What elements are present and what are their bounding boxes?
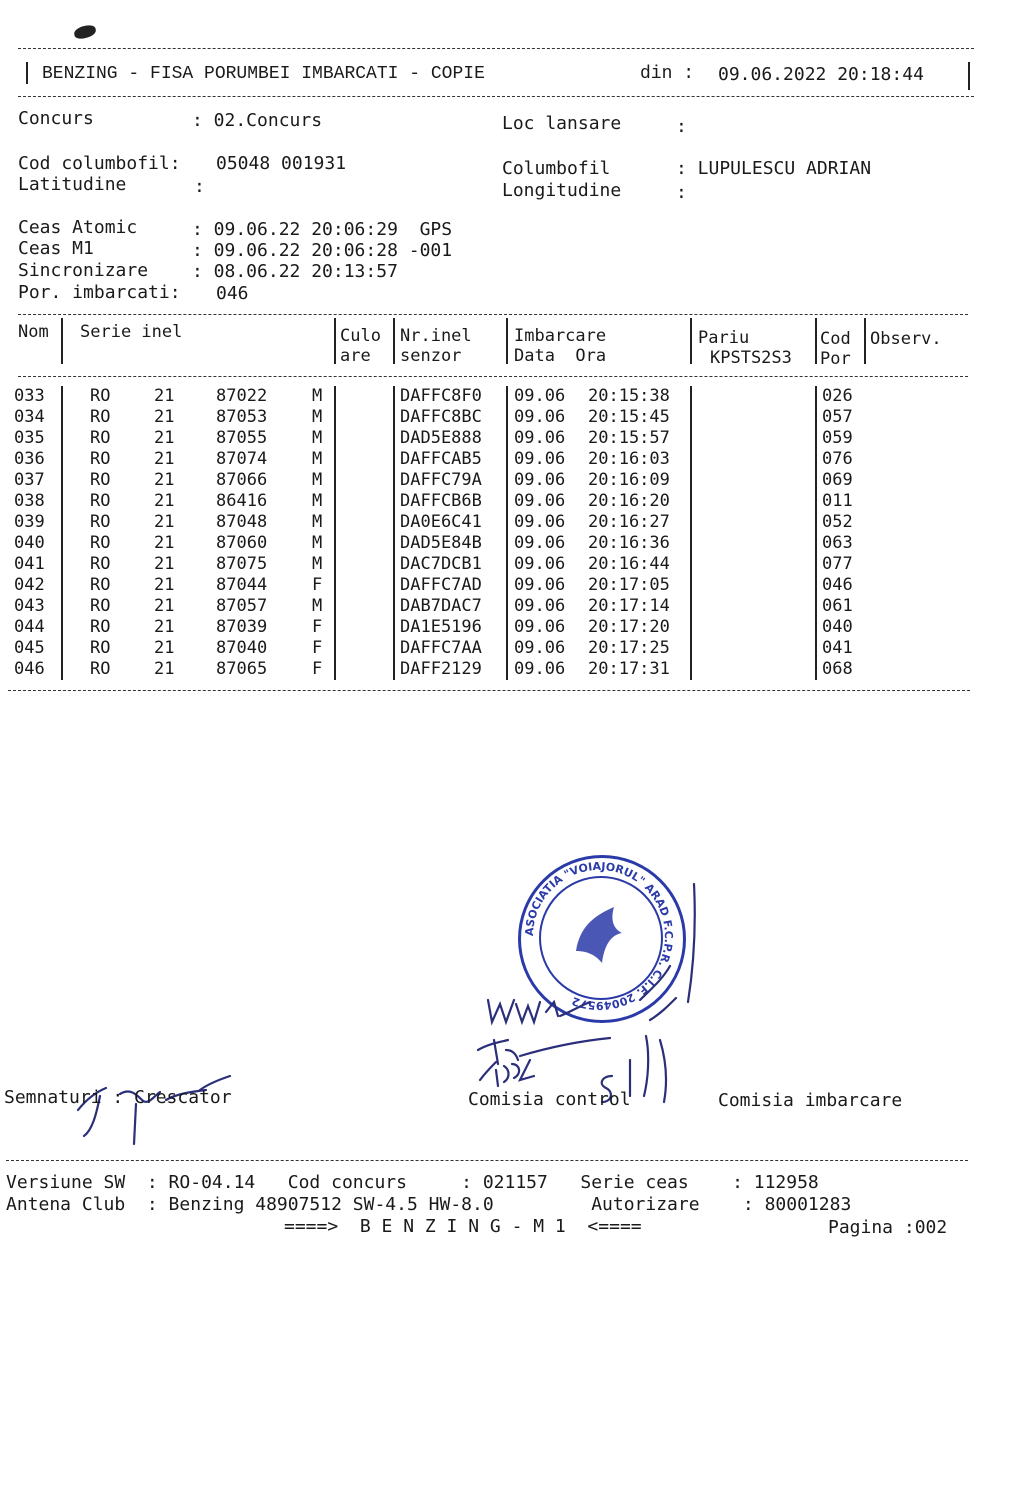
column-separator (815, 575, 817, 596)
column-separator (690, 638, 692, 659)
cell-year: 21 (154, 617, 175, 637)
cell-year: 21 (154, 407, 175, 427)
cell-date: 09.06 (514, 596, 566, 616)
cell-year: 21 (154, 533, 175, 553)
column-separator (506, 470, 508, 491)
cell-country: RO (90, 428, 111, 448)
col-header-imbarcare: Imbarcare (514, 326, 607, 346)
cell-date: 09.06 (514, 533, 566, 553)
col-header-por: Por (820, 349, 851, 369)
cell-sensor: DAFFCAB5 (400, 449, 482, 469)
table-row (0, 596, 1024, 617)
lat-label: Latitudine (18, 174, 127, 195)
column-separator (334, 407, 336, 428)
cell-cod: 063 (822, 533, 853, 553)
column-separator (815, 533, 817, 554)
column-separator (393, 449, 395, 470)
cell-date: 09.06 (514, 512, 566, 532)
cell-cod: 041 (822, 638, 853, 658)
columbofil-label: Columbofil (502, 158, 611, 179)
cell-sex: F (312, 617, 323, 637)
column-separator (506, 596, 508, 617)
column-separator (690, 386, 692, 407)
column-separator (506, 449, 508, 470)
cell-time: 20:15:38 (588, 386, 670, 406)
cell-sensor: DAFFC7AD (400, 575, 482, 595)
cell-cod: 069 (822, 470, 853, 490)
cell-sensor: DAC7DCB1 (400, 554, 482, 574)
column-separator (506, 386, 508, 407)
column-separator (334, 512, 336, 533)
cell-sex: F (312, 659, 323, 679)
cod-value: 05048 001931 (216, 153, 347, 174)
cell-ring: 87065 (216, 659, 268, 679)
por-value: 046 (216, 283, 249, 304)
cell-ring: 87075 (216, 554, 268, 574)
column-separator (506, 638, 508, 659)
column-separator (506, 575, 508, 596)
cell-country: RO (90, 533, 111, 553)
column-separator (61, 659, 63, 680)
col-header-pariu: Pariu (698, 328, 750, 348)
column-separator (61, 449, 63, 470)
cell-cod: 068 (822, 659, 853, 679)
column-separator (690, 533, 692, 554)
column-separator (334, 428, 336, 449)
ceas-atomic-value: : 09.06.22 20:06:29 GPS (192, 219, 453, 240)
table-row (0, 386, 1024, 407)
cell-time: 20:17:14 (588, 596, 670, 616)
column-separator (506, 659, 508, 680)
cell-sex: M (312, 512, 323, 532)
cell-sensor: DAD5E84B (400, 533, 482, 553)
cell-time: 20:15:45 (588, 407, 670, 427)
column-separator (61, 617, 63, 638)
table-row (0, 638, 1024, 659)
ceas-atomic-label: Ceas Atomic (18, 217, 138, 238)
cell-time: 20:16:27 (588, 512, 670, 532)
column-separator (506, 428, 508, 449)
column-separator (506, 533, 508, 554)
cell-cod: 052 (822, 512, 853, 532)
cell-ring: 87039 (216, 617, 268, 637)
column-separator (334, 638, 336, 659)
cell-year: 21 (154, 386, 175, 406)
cell-ring: 86416 (216, 491, 268, 511)
cell-sex: M (312, 596, 323, 616)
cell-sensor: DAFFC8F0 (400, 386, 482, 406)
cell-date: 09.06 (514, 638, 566, 658)
column-separator (690, 491, 692, 512)
cell-cod: 077 (822, 554, 853, 574)
cell-year: 21 (154, 470, 175, 490)
footer-line-2: Antena Club : Benzing 48907512 SW-4.5 HW-8.0 Autorizare : 80001283 (6, 1194, 852, 1215)
ceas-m1-value: : 09.06.22 20:06:28 -001 (192, 240, 453, 261)
col-header-nrinel: Nr.inel (400, 326, 472, 346)
column-separator (393, 407, 395, 428)
column-separator (393, 638, 395, 659)
column-separator (815, 386, 817, 407)
cell-sex: F (312, 638, 323, 658)
document-title: BENZING - FISA PORUMBEI IMBARCATI - COPIE (42, 64, 485, 84)
cell-year: 21 (154, 659, 175, 679)
table-row (0, 617, 1024, 638)
column-separator (334, 596, 336, 617)
cell-cod: 011 (822, 491, 853, 511)
cell-date: 09.06 (514, 470, 566, 490)
column-separator (815, 470, 817, 491)
column-separator (690, 512, 692, 533)
cell-year: 21 (154, 575, 175, 595)
cell-date: 09.06 (514, 617, 566, 637)
cell-sex: M (312, 386, 323, 406)
cell-cod: 057 (822, 407, 853, 427)
column-separator (61, 407, 63, 428)
column-separator (815, 596, 817, 617)
ink-mark (73, 24, 97, 40)
cell-sex: M (312, 470, 323, 490)
date-label: din : (640, 64, 695, 84)
column-separator (334, 386, 336, 407)
cell-country: RO (90, 575, 111, 595)
column-separator (690, 449, 692, 470)
column-separator (393, 533, 395, 554)
column-separator (815, 617, 817, 638)
table-row (0, 554, 1024, 575)
cell-country: RO (90, 596, 111, 616)
column-separator (393, 659, 395, 680)
cell-country: RO (90, 470, 111, 490)
column-separator (690, 659, 692, 680)
column-separator (61, 575, 63, 596)
table-row (0, 449, 1024, 470)
column-separator (815, 638, 817, 659)
cell-sensor: DAFF2129 (400, 659, 482, 679)
cell-cod: 046 (822, 575, 853, 595)
column-separator (393, 512, 395, 533)
cell-time: 20:16:03 (588, 449, 670, 469)
table-row (0, 659, 1024, 680)
cell-sensor: DAFFCB6B (400, 491, 482, 511)
cell-sex: M (312, 407, 323, 427)
cell-date: 09.06 (514, 554, 566, 574)
cell-sex: M (312, 449, 323, 469)
column-separator (334, 575, 336, 596)
column-separator (61, 386, 63, 407)
cell-cod: 059 (822, 428, 853, 448)
cell-cod: 040 (822, 617, 853, 637)
column-separator (815, 491, 817, 512)
column-separator (506, 491, 508, 512)
cell-ring: 87040 (216, 638, 268, 658)
col-header-nom: Nom (18, 322, 49, 342)
footer-line-1: Versiune SW : RO-04.14 Cod concurs : 021157 Serie ceas : 112958 (6, 1172, 819, 1193)
cell-ring: 87055 (216, 428, 268, 448)
cell-country: RO (90, 554, 111, 574)
cell-ring: 87048 (216, 512, 268, 532)
column-separator (393, 470, 395, 491)
cell-sensor: DAFFC8BC (400, 407, 482, 427)
cell-country: RO (90, 449, 111, 469)
cell-country: RO (90, 638, 111, 658)
column-separator (334, 617, 336, 638)
cell-time: 20:17:20 (588, 617, 670, 637)
cell-sensor: DAD5E888 (400, 428, 482, 448)
stamp-text-svg (518, 855, 680, 1017)
cell-sex: F (312, 575, 323, 595)
col-header-culoare-2: are (340, 346, 371, 366)
cell-cod: 026 (822, 386, 853, 406)
col-header-nrinel-2: senzor (400, 346, 462, 366)
column-separator (815, 554, 817, 575)
cell-nom: 043 (14, 596, 45, 616)
column-separator (334, 491, 336, 512)
cell-time: 20:17:25 (588, 638, 670, 658)
cell-ring: 87066 (216, 470, 268, 490)
cell-year: 21 (154, 596, 175, 616)
column-separator (393, 575, 395, 596)
table-row (0, 533, 1024, 554)
column-separator (61, 596, 63, 617)
column-separator (815, 428, 817, 449)
cell-time: 20:16:09 (588, 470, 670, 490)
column-separator (690, 617, 692, 638)
cell-date: 09.06 (514, 449, 566, 469)
column-separator (61, 512, 63, 533)
table-row (0, 575, 1024, 596)
cell-country: RO (90, 512, 111, 532)
col-header-culoare: Culo (340, 326, 381, 346)
column-separator (61, 491, 63, 512)
cell-cod: 076 (822, 449, 853, 469)
cell-date: 09.06 (514, 407, 566, 427)
col-header-observ: Observ. (870, 329, 942, 349)
cell-sex: M (312, 554, 323, 574)
cell-year: 21 (154, 512, 175, 532)
col-header-data-ora: Data Ora (514, 346, 607, 366)
column-separator (334, 470, 336, 491)
sincronizare-value: : 08.06.22 20:13:57 (192, 261, 398, 282)
cell-ring: 87044 (216, 575, 268, 595)
column-separator (815, 512, 817, 533)
concurs-value: : 02.Concurs (192, 110, 323, 131)
cell-year: 21 (154, 554, 175, 574)
cell-nom: 039 (14, 512, 45, 532)
ceas-m1-label: Ceas M1 (18, 238, 94, 259)
cell-nom: 033 (14, 386, 45, 406)
association-stamp (518, 855, 686, 1023)
column-separator (815, 659, 817, 680)
column-separator (690, 596, 692, 617)
cell-time: 20:16:44 (588, 554, 670, 574)
column-separator (506, 617, 508, 638)
cell-ring: 87053 (216, 407, 268, 427)
footer-brand-line: ====> B E N Z I N G - M 1 <==== (284, 1216, 642, 1237)
column-separator (334, 533, 336, 554)
long-value: : (676, 182, 687, 203)
column-separator (334, 659, 336, 680)
semnaturi-label: Semnaturi : Crescator (4, 1087, 232, 1108)
cell-date: 09.06 (514, 575, 566, 595)
loc-value: : (676, 116, 687, 137)
concurs-label: Concurs (18, 108, 94, 129)
cell-ring: 87074 (216, 449, 268, 469)
cell-nom: 037 (14, 470, 45, 490)
cell-sex: M (312, 491, 323, 511)
cell-nom: 046 (14, 659, 45, 679)
cell-time: 20:16:36 (588, 533, 670, 553)
column-separator (690, 554, 692, 575)
loc-label: Loc lansare (502, 113, 622, 134)
cell-nom: 042 (14, 575, 45, 595)
column-separator (393, 491, 395, 512)
por-label: Por. imbarcati: (18, 282, 181, 303)
cell-nom: 045 (14, 638, 45, 658)
cell-sex: M (312, 428, 323, 448)
cell-ring: 87060 (216, 533, 268, 553)
cell-date: 09.06 (514, 386, 566, 406)
column-separator (690, 575, 692, 596)
long-label: Longitudine (502, 180, 622, 201)
col-header-kpsts: KPSTS2S3 (710, 348, 792, 368)
comisia-imbarcare-label: Comisia imbarcare (718, 1090, 903, 1111)
cell-ring: 87022 (216, 386, 268, 406)
columbofil-value: : LUPULESCU ADRIAN (676, 158, 872, 179)
cell-time: 20:16:20 (588, 491, 670, 511)
cell-cod: 061 (822, 596, 853, 616)
column-separator (61, 638, 63, 659)
column-separator (690, 407, 692, 428)
column-separator (393, 596, 395, 617)
column-separator (61, 470, 63, 491)
column-separator (506, 554, 508, 575)
cell-nom: 034 (14, 407, 45, 427)
table-row (0, 470, 1024, 491)
cell-date: 09.06 (514, 659, 566, 679)
table-row (0, 512, 1024, 533)
page-number: Pagina :002 (828, 1217, 948, 1238)
cell-country: RO (90, 386, 111, 406)
cell-country: RO (90, 491, 111, 511)
cell-sex: M (312, 533, 323, 553)
column-separator (393, 428, 395, 449)
cod-label: Cod columbofil: (18, 153, 181, 174)
column-separator (690, 428, 692, 449)
sincronizare-label: Sincronizare (18, 260, 149, 281)
table-row (0, 491, 1024, 512)
cell-time: 20:17:05 (588, 575, 670, 595)
col-header-serie: Serie inel (80, 322, 183, 342)
col-header-cod: Cod (820, 329, 851, 349)
cell-country: RO (90, 659, 111, 679)
cell-nom: 044 (14, 617, 45, 637)
cell-year: 21 (154, 491, 175, 511)
column-separator (334, 449, 336, 470)
cell-nom: 038 (14, 491, 45, 511)
column-separator (393, 386, 395, 407)
lat-value: : (194, 176, 205, 197)
cell-ring: 87057 (216, 596, 268, 616)
cell-nom: 041 (14, 554, 45, 574)
column-separator (815, 449, 817, 470)
cell-sensor: DAB7DAC7 (400, 596, 482, 616)
column-separator (393, 554, 395, 575)
dove-icon (576, 907, 622, 963)
table-row (0, 407, 1024, 428)
cell-sensor: DA1E5196 (400, 617, 482, 637)
column-separator (61, 428, 63, 449)
cell-nom: 040 (14, 533, 45, 553)
column-separator (815, 407, 817, 428)
cell-date: 09.06 (514, 428, 566, 448)
cell-year: 21 (154, 638, 175, 658)
cell-time: 20:15:57 (588, 428, 670, 448)
date-value: 09.06.2022 20:18:44 (718, 64, 924, 85)
comisia-control-label: Comisia control (468, 1089, 631, 1110)
column-separator (690, 470, 692, 491)
cell-nom: 035 (14, 428, 45, 448)
cell-sensor: DA0E6C41 (400, 512, 482, 532)
cell-year: 21 (154, 449, 175, 469)
column-separator (61, 554, 63, 575)
cell-country: RO (90, 617, 111, 637)
cell-year: 21 (154, 428, 175, 448)
svg-text:ASOCIATIA "VOIAJORUL" ARAD F.C: ASOCIATIA "VOIAJORUL" ARAD F.C.P.R. C.I.F. 20049572 (522, 859, 676, 1013)
table-row (0, 428, 1024, 449)
cell-sensor: DAFFC7AA (400, 638, 482, 658)
cell-country: RO (90, 407, 111, 427)
cell-sensor: DAFFC79A (400, 470, 482, 490)
column-separator (506, 512, 508, 533)
column-separator (393, 617, 395, 638)
column-separator (506, 407, 508, 428)
column-separator (61, 533, 63, 554)
column-separator (334, 554, 336, 575)
cell-nom: 036 (14, 449, 45, 469)
cell-date: 09.06 (514, 491, 566, 511)
cell-time: 20:17:31 (588, 659, 670, 679)
